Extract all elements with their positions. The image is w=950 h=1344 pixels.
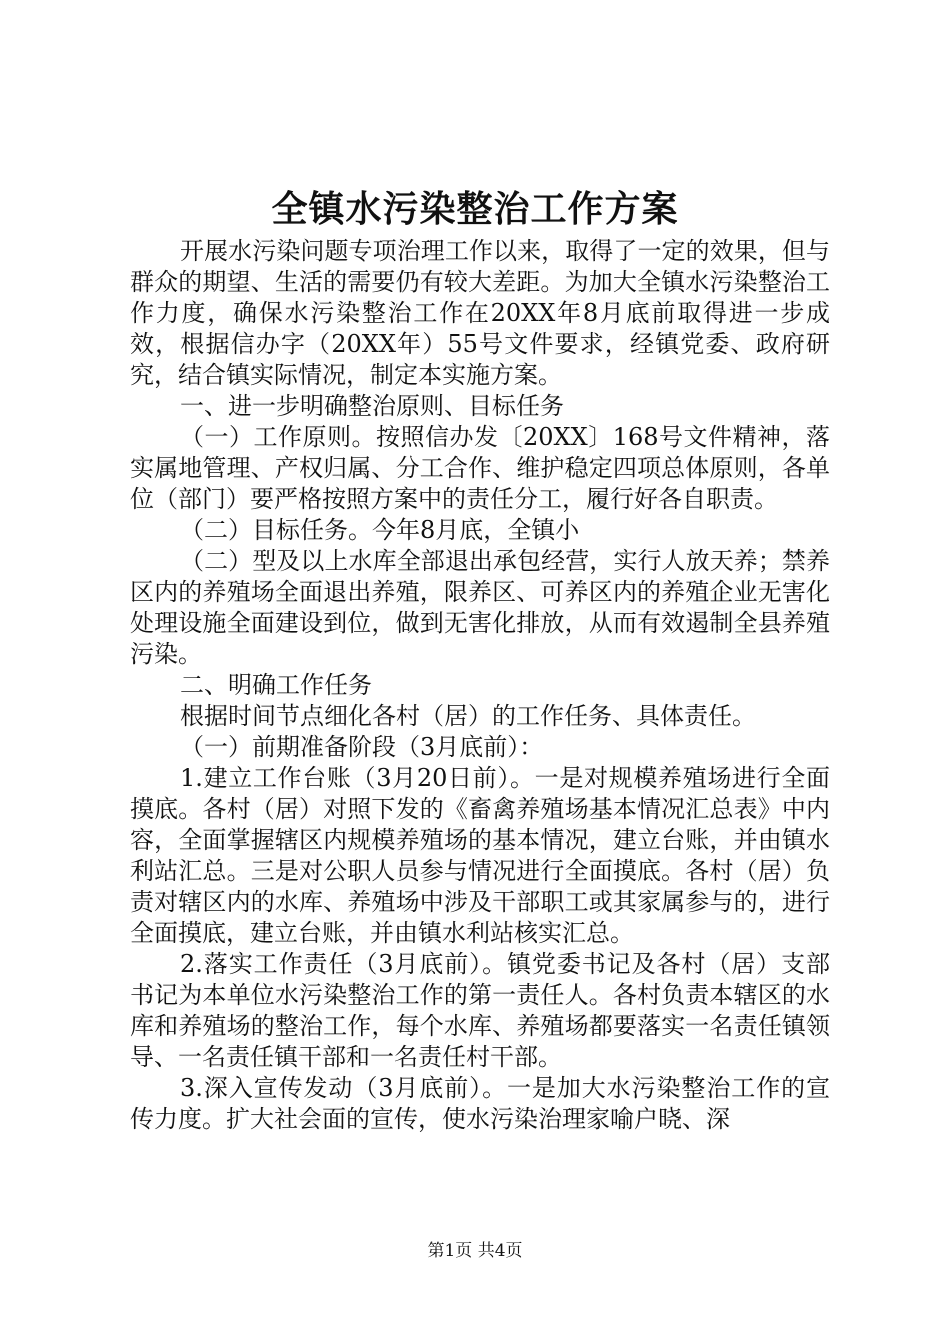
heading-preparation-phase: （一）前期准备阶段（3月底前）： [180,733,544,761]
paragraph-task-refine: 根据时间节点细化各村（居）的工作任务、具体责任。 [180,702,756,730]
paragraph-item-2: 2.落实工作责任（3月底前）。镇党委书记及各村（居）支部书记为本单位水污染整治工作的第一责任人。各村负责本辖区的水库和养殖场的整治工作，每个水库、养殖场都要落实一名责任镇领导、一名责任镇干部和一名责任村干部。 [130,950,830,1071]
paragraph-target-task-cont: （二）型及以上水库全部退出承包经营，实行人放天养；禁养区内的养殖场全面退出养殖，限养区、可养区内的养殖企业无害化处理设施全面建设到位，做到无害化排放，从而有效遏制全县养殖污染。 [130,547,830,668]
page-footer: 第1页 共4页 [427,1241,523,1261]
heading-section-2: 二、明确工作任务 [180,671,372,699]
document-body [130,236,830,1135]
paragraph-work-principle: （一）工作原则。按照信办发〔20XX〕168号文件精神，落实属地管理、产权归属、分工合作、维护稳定四项总体原则，各单位（部门）要严格按照方案中的责任分工，履行好各自职责。 [130,423,830,513]
paragraph-intro: 开展水污染问题专项治理工作以来，取得了一定的效果，但与群众的期望、生活的需要仍有较大差距。为加大全镇水污染整治工作力度，确保水污染整治工作在20XX年8月底前取得进一步成效，根据信办字（20XX年）55号文件要求，经镇党委、政府研究，结合镇实际情况，制定本实施方案。 [130,237,830,389]
paragraph-target-task: （二）目标任务。今年8月底，全镇小 [180,516,580,544]
paragraph-item-3: 3.深入宣传发动（3月底前）。一是加大水污染整治工作的宣传力度。扩大社会面的宣传，使水污染治理家喻户晓、深 [130,1074,830,1133]
heading-section-1: 一、进一步明确整治原则、目标任务 [180,392,564,420]
document-title: 全镇水污染整治工作方案 [271,188,679,230]
paragraph-item-1: 1.建立工作台账（3月20日前）。一是对规模养殖场进行全面摸底。各村（居）对照下发的《畜禽养殖场基本情况汇总表》中内容，全面掌握辖区内规模养殖场的基本情况，建立台账，并由镇水利站汇总。三是对公职人员参与情况进行全面摸底。各村（居）负责对辖区内的水库、养殖场中涉及干部职工或其家属参与的，进行全面摸底，建立台账，并由镇水利站核实汇总。 [130,764,830,947]
